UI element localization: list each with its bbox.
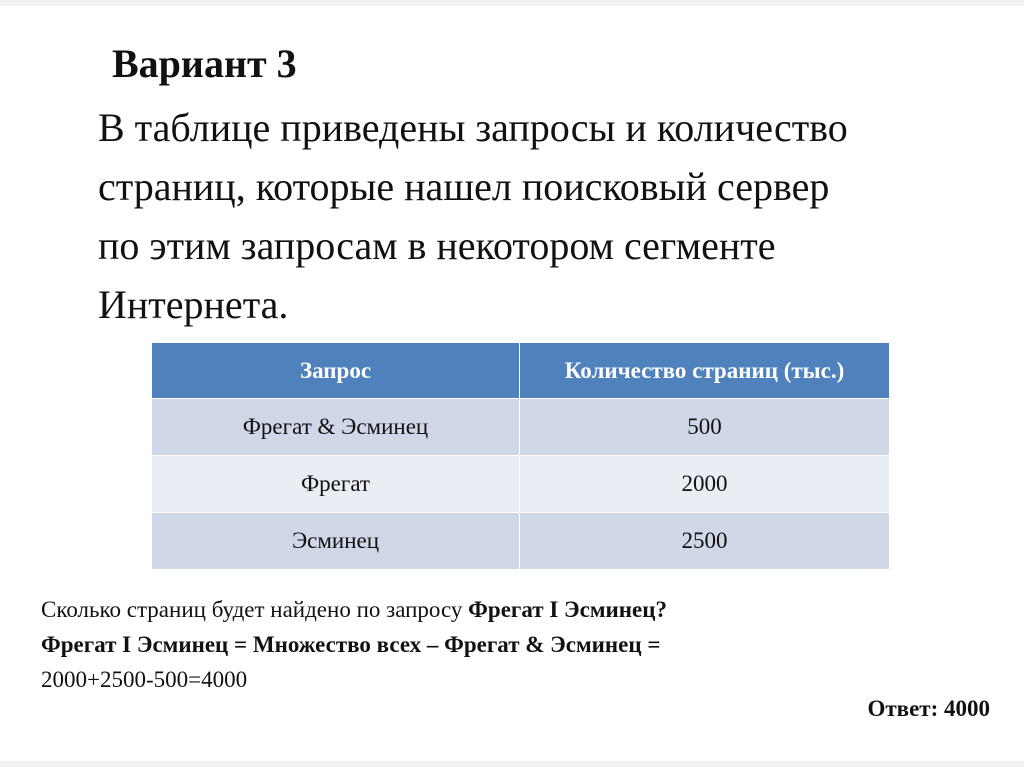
question-block xyxy=(41,592,667,697)
answer-label: Ответ: 4000 xyxy=(867,696,990,721)
question-line xyxy=(41,592,667,627)
top-edge-strip xyxy=(0,0,1024,6)
intro-line: Интернета. xyxy=(98,282,289,327)
intro-line: страниц, которые нашел поисковый сервер xyxy=(98,164,830,209)
cell-pages: 2000 xyxy=(520,456,890,513)
cell-query: Эсминец xyxy=(152,513,520,570)
bottom-edge-strip xyxy=(0,761,1024,767)
column-header-query: Запрос xyxy=(152,343,520,399)
intro-paragraph xyxy=(98,98,978,334)
solution-calculation: 2000+2500-500=4000 xyxy=(41,667,248,692)
cell-query: Фрегат & Эсминец xyxy=(152,399,520,456)
table-header-row xyxy=(152,343,890,399)
query-table xyxy=(151,342,890,570)
table-row xyxy=(152,513,890,570)
intro-line: по этим запросам в некотором сегменте xyxy=(98,223,776,268)
cell-query: Фрегат xyxy=(152,456,520,513)
question-text: Сколько страниц будет найдено по запросу xyxy=(41,597,469,622)
question-query: Фрегат I Эсминец? xyxy=(468,597,667,622)
intro-line: В таблице приведены запросы и количество xyxy=(98,105,848,150)
cell-pages: 500 xyxy=(520,399,890,456)
slide-title: Вариант 3 xyxy=(112,41,297,86)
table-row xyxy=(152,456,890,513)
column-header-pages: Количество страниц (тыс.) xyxy=(520,343,890,399)
cell-pages: 2500 xyxy=(520,513,890,570)
solution-formula: Фрегат I Эсминец = Множество всех – Фрегат & Эсминец = xyxy=(41,632,661,657)
table-row xyxy=(152,399,890,456)
